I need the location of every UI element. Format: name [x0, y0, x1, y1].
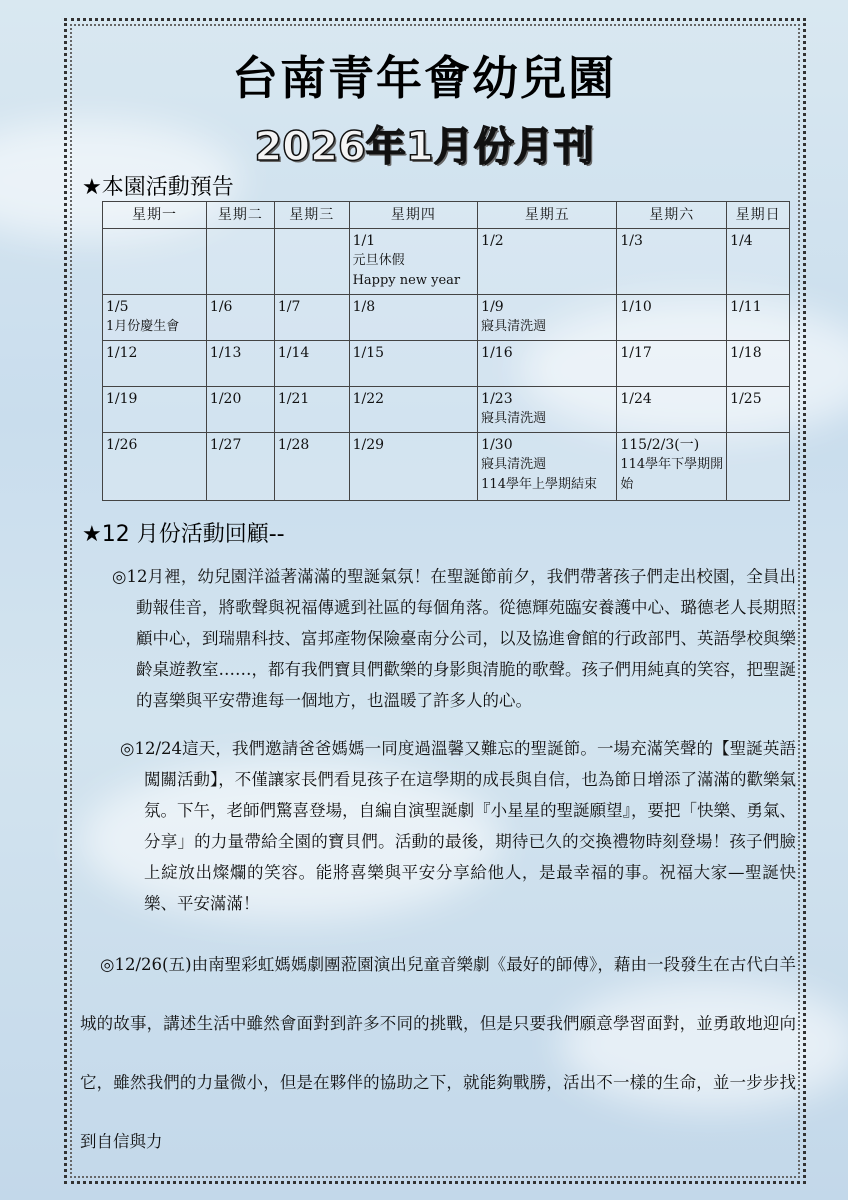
weekday-header: 星期日	[727, 202, 790, 229]
calendar-day-cell	[349, 295, 478, 341]
calendar-date: 1/18	[730, 345, 762, 361]
review-paragraph-2	[120, 733, 796, 919]
calendar-date: 1/30	[481, 437, 513, 453]
calendar-event: 1月份慶生會	[106, 319, 180, 334]
calendar-day-cell	[206, 387, 274, 433]
calendar-date: 1/4	[730, 233, 753, 249]
weekday-header: 星期一	[103, 202, 207, 229]
calendar-date: 1/14	[277, 345, 310, 361]
calendar-date: 1/24	[620, 391, 652, 407]
calendar-week-row	[103, 341, 790, 387]
review-text: ◎12月裡，幼兒園洋溢著滿滿的聖誕氣氛！在聖誕節前夕，我們帶著孩子們走出校園，全員出動報佳音，將歌聲與祝福傳遞到社區的每個角落。從德輝苑臨安養護中心、璐德老人長期照顧中心，到瑞鼎科技、富邦產物保險臺南分公司，以及協進會館的行政部門、英語學校與樂齡桌遊教室……，都有我們寶貝們歡樂的身影與清脆的歌聲。孩子們用純真的笑容，把聖誕的喜樂與平安帶進每一個地方，也溫暖了許多人的心。	[112, 567, 796, 710]
calendar-date: 1/21	[277, 391, 310, 407]
weekday-header: 星期二	[206, 202, 274, 229]
calendar-day-cell	[617, 433, 727, 501]
calendar-date: 1/28	[277, 437, 310, 453]
calendar-date: 1/17	[620, 345, 652, 361]
calendar-day-cell	[103, 341, 207, 387]
calendar-date: 1/12	[106, 345, 138, 361]
issue-subtitle: 2026年1月份月刊	[254, 124, 594, 170]
calendar-week-row	[103, 387, 790, 433]
review-heading: ★12 月份活動回顧--	[82, 522, 285, 547]
calendar-date: 1/19	[106, 391, 138, 407]
calendar-week-row	[103, 433, 790, 501]
calendar-heading: ★本園活動預告	[82, 175, 234, 200]
calendar-day-cell	[478, 387, 617, 433]
calendar-event: 114學年上學期結束	[481, 477, 597, 492]
calendar-date: 1/25	[730, 391, 762, 407]
calendar-date: 1/15	[352, 345, 385, 361]
calendar-day-cell	[206, 433, 274, 501]
calendar-date: 1/1	[352, 233, 376, 249]
calendar-date: 1/20	[209, 391, 242, 407]
calendar-day-cell	[478, 433, 617, 501]
calendar-date: 1/9	[481, 299, 504, 315]
calendar-day-cell	[617, 295, 727, 341]
calendar-date: 1/23	[481, 391, 513, 407]
review-text: ◎12/24這天，我們邀請爸爸媽媽一同度過溫馨又難忘的聖誕節。一場充滿笑聲的【聖誕英語闖關活動】，不僅讓家長們看見孩子在這學期的成長與自信，也為節日增添了滿滿的歡樂氣氛。下午，老師們驚喜登場，自編自演聖誕劇『小星星的聖誕願望』，要把「快樂、勇氣、分享」的力量帶給全園的寶貝們。活動的最後，期待已久的交換禮物時刻登場！孩子們臉上綻放出燦爛的笑容。能將喜樂與平安分享給他人，是最幸福的事。祝福大家—聖誕快樂、平安滿滿！	[120, 739, 796, 913]
calendar-event: 寢具清洗週	[481, 319, 547, 334]
calendar-day-cell	[274, 433, 349, 501]
calendar-date: 1/13	[209, 345, 242, 361]
calendar-day-cell	[349, 387, 478, 433]
calendar-week-row	[103, 229, 790, 295]
calendar-week-row	[103, 295, 790, 341]
calendar-date: 1/27	[209, 437, 242, 453]
calendar-day-cell	[727, 229, 790, 295]
calendar-day-cell	[206, 295, 274, 341]
calendar-date: 1/3	[620, 233, 643, 249]
calendar-day-cell	[103, 295, 207, 341]
calendar-day-cell	[103, 229, 207, 295]
calendar-date: 1/7	[277, 299, 301, 315]
calendar-day-cell	[617, 387, 727, 433]
calendar-event: 始	[620, 477, 634, 492]
calendar-day-cell	[349, 433, 478, 501]
calendar-day-cell	[274, 229, 349, 295]
calendar-day-cell	[617, 229, 727, 295]
calendar-date: 1/29	[352, 437, 385, 453]
calendar-day-cell	[617, 341, 727, 387]
calendar-date: 1/22	[352, 391, 385, 407]
calendar-event: 寢具清洗週	[481, 457, 547, 472]
calendar-date: 1/5	[106, 299, 129, 315]
calendar-date: 1/6	[209, 299, 233, 315]
calendar-day-cell	[349, 229, 478, 295]
review-paragraph-1	[112, 561, 796, 716]
calendar-day-cell	[727, 387, 790, 433]
calendar-date: 1/26	[106, 437, 138, 453]
calendar-day-cell	[274, 295, 349, 341]
calendar-day-cell	[478, 229, 617, 295]
calendar-date: 1/16	[481, 345, 513, 361]
calendar-day-cell	[274, 387, 349, 433]
calendar-day-cell	[478, 295, 617, 341]
activity-calendar	[102, 201, 790, 501]
calendar-day-cell	[478, 341, 617, 387]
calendar-date: 1/2	[481, 233, 504, 249]
calendar-event: 元旦休假	[352, 253, 405, 268]
calendar-event: Happy new year	[352, 273, 461, 288]
weekday-header: 星期四	[349, 202, 478, 229]
review-paragraph-3	[80, 935, 796, 1171]
calendar-day-cell	[727, 341, 790, 387]
calendar-date: 115/2/3(一)	[620, 437, 700, 453]
calendar-event: 114學年下學期開	[620, 457, 724, 472]
weekday-header: 星期三	[274, 202, 349, 229]
calendar-day-cell	[103, 433, 207, 501]
calendar-date: 1/8	[352, 299, 376, 315]
calendar-day-cell	[727, 295, 790, 341]
calendar-day-cell	[349, 341, 478, 387]
weekday-header-row	[103, 202, 790, 229]
weekday-header: 星期六	[617, 202, 727, 229]
calendar-day-cell	[727, 433, 790, 501]
weekday-header: 星期五	[478, 202, 617, 229]
calendar-event: 寢具清洗週	[481, 411, 547, 426]
review-text: ◎12/26(五)由南聖彩虹媽媽劇團蒞園演出兒童音樂劇《最好的師傅》，藉由一段發生在古代白羊城的故事，講述生活中雖然會面對到許多不同的挑戰，但是只要我們願意學習面對，並勇敢地迎向它，雖然我們的力量微小，但是在夥伴的協助之下，就能夠戰勝，活出不一樣的生命，並一步步找到自信與力	[80, 955, 796, 1151]
calendar-date: 1/10	[620, 299, 652, 315]
calendar-date: 1/11	[730, 299, 762, 315]
calendar-day-cell	[274, 341, 349, 387]
calendar-day-cell	[206, 341, 274, 387]
calendar-day-cell	[206, 229, 274, 295]
page-title: 台南青年會幼兒園	[232, 51, 616, 105]
calendar-day-cell	[103, 387, 207, 433]
